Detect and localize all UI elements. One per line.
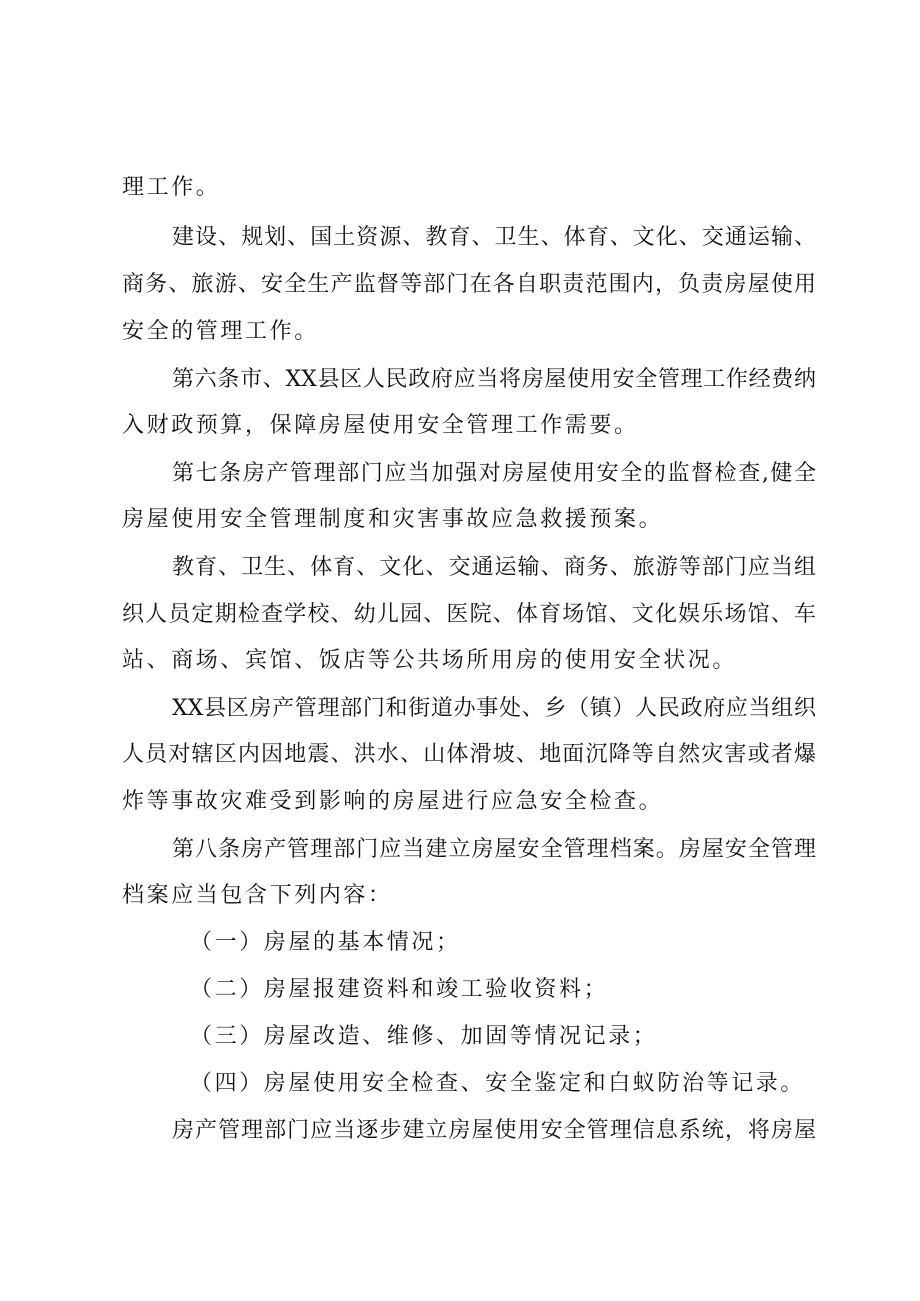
- text-line: （三）房屋改造、维修、加固等情况记录；: [190, 1024, 658, 1049]
- text-line: 站、商场、宾馆、饭店等公共场所用房的使用安全状况。: [122, 648, 738, 673]
- text-line: （四）房屋使用安全检查、安全鉴定和白蚁防治等记录。: [190, 1071, 806, 1096]
- text-line: 房屋使用安全管理制度和灾害事故应急救援预案。: [122, 507, 664, 532]
- text-line: 商务、旅游、安全生产监督等部门在各自职责范围内，负责房屋使用: [122, 272, 816, 297]
- text-line: 第六条市、XX县区人民政府应当将房屋使用安全管理工作经费纳: [172, 367, 816, 392]
- text-line: 建设、规划、国土资源、教育、卫生、体育、文化、交通运输、: [172, 225, 816, 250]
- text-line: 炸等事故灾难受到影响的房屋进行应急安全检查。: [122, 789, 664, 814]
- text-line: 人员对辖区内因地震、洪水、山体滑坡、地面沉降等自然灾害或者爆: [122, 742, 816, 767]
- text-line: 理工作。: [122, 175, 221, 200]
- text-line: 教育、卫生、体育、文化、交通运输、商务、旅游等部门应当组: [172, 555, 816, 580]
- text-line: （一）房屋的基本情况；: [190, 930, 461, 955]
- text-line: XX县区房产管理部门和街道办事处、乡（镇）人民政府应当组织: [172, 696, 816, 721]
- text-line: 档案应当包含下列内容：: [122, 883, 393, 908]
- text-line: 安全的管理工作。: [122, 319, 319, 344]
- text-line: 织人员定期检查学校、幼儿园、医院、体育场馆、文化娱乐场馆、车: [122, 602, 816, 627]
- text-line: 入财政预算，保障房屋使用安全管理工作需要。: [122, 413, 639, 438]
- text-line: （二）房屋报建资料和竣工验收资料；: [190, 977, 609, 1002]
- text-line: 第八条房产管理部门应当建立房屋安全管理档案。房屋安全管理: [172, 837, 816, 862]
- text-line: 第七条房产管理部门应当加强对房屋使用安全的监督检查,健全: [172, 461, 816, 486]
- text-line: 房产管理部门应当逐步建立房屋使用安全管理信息系统，将房屋: [172, 1118, 816, 1143]
